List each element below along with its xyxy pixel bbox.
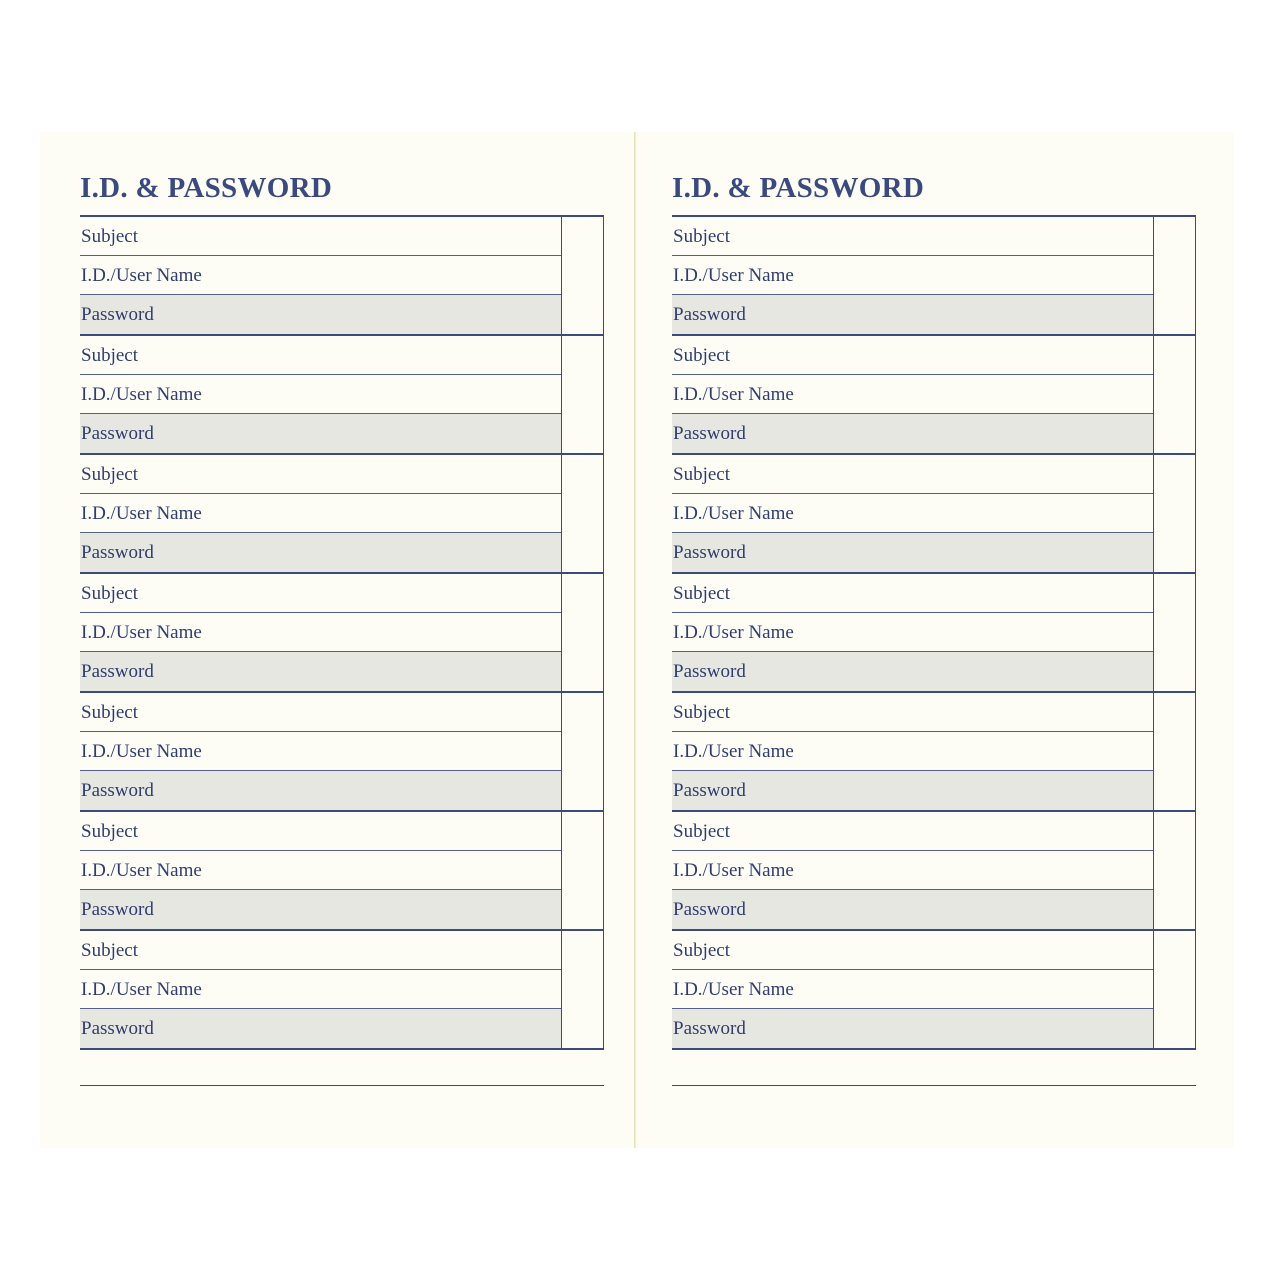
- username-label: I.D./User Name: [673, 622, 794, 643]
- password-entry: [80, 693, 604, 812]
- password-label: Password: [673, 780, 746, 801]
- password-field[interactable]: [80, 890, 561, 929]
- username-label: I.D./User Name: [81, 265, 202, 286]
- username-field[interactable]: [672, 613, 1153, 652]
- username-field[interactable]: [672, 732, 1153, 771]
- password-entry: [672, 812, 1196, 931]
- username-label: I.D./User Name: [81, 622, 202, 643]
- username-label: I.D./User Name: [673, 384, 794, 405]
- password-label: Password: [673, 304, 746, 325]
- username-label: I.D./User Name: [673, 979, 794, 1000]
- password-label: Password: [673, 661, 746, 682]
- subject-field[interactable]: [80, 217, 561, 256]
- entry-side-box[interactable]: [1153, 336, 1196, 453]
- username-label: I.D./User Name: [81, 979, 202, 1000]
- password-entry: [80, 336, 604, 455]
- entry-side-box[interactable]: [1153, 455, 1196, 572]
- entry-side-box[interactable]: [561, 574, 604, 691]
- entry-side-box[interactable]: [1153, 931, 1196, 1048]
- username-label: I.D./User Name: [81, 860, 202, 881]
- username-field[interactable]: [80, 375, 561, 414]
- username-field[interactable]: [672, 494, 1153, 533]
- username-field[interactable]: [672, 970, 1153, 1009]
- password-field[interactable]: [672, 771, 1153, 810]
- password-entry: [672, 455, 1196, 574]
- entry-side-box[interactable]: [561, 455, 604, 572]
- subject-field[interactable]: [80, 574, 561, 613]
- password-field[interactable]: [80, 652, 561, 691]
- page-title: I.D. & PASSWORD: [80, 172, 333, 204]
- subject-field[interactable]: [672, 693, 1153, 732]
- subject-label: Subject: [673, 821, 730, 842]
- subject-label: Subject: [673, 583, 730, 604]
- password-label: Password: [81, 423, 154, 444]
- page-title: I.D. & PASSWORD: [672, 172, 925, 204]
- username-field[interactable]: [80, 613, 561, 652]
- subject-field[interactable]: [672, 336, 1153, 375]
- entry-side-box[interactable]: [1153, 812, 1196, 929]
- password-label: Password: [81, 780, 154, 801]
- password-label: Password: [81, 899, 154, 920]
- entry-side-box[interactable]: [561, 217, 604, 334]
- password-field[interactable]: [672, 652, 1153, 691]
- entry-side-box[interactable]: [561, 931, 604, 1048]
- username-field[interactable]: [80, 256, 561, 295]
- subject-field[interactable]: [80, 812, 561, 851]
- subject-label: Subject: [81, 940, 138, 961]
- username-field[interactable]: [672, 851, 1153, 890]
- entry-side-box[interactable]: [1153, 693, 1196, 810]
- left-page: [40, 132, 636, 1148]
- username-label: I.D./User Name: [673, 503, 794, 524]
- password-label: Password: [673, 1018, 746, 1039]
- entry-side-box[interactable]: [561, 693, 604, 810]
- subject-label: Subject: [673, 226, 730, 247]
- password-label: Password: [81, 304, 154, 325]
- password-field[interactable]: [672, 533, 1153, 572]
- password-label: Password: [81, 661, 154, 682]
- subject-field[interactable]: [80, 336, 561, 375]
- username-label: I.D./User Name: [81, 503, 202, 524]
- subject-field[interactable]: [80, 931, 561, 970]
- notebook-spread: [40, 132, 1234, 1148]
- subject-label: Subject: [81, 345, 138, 366]
- password-entry: [80, 217, 604, 336]
- password-entry: [672, 574, 1196, 693]
- password-field[interactable]: [80, 533, 561, 572]
- subject-field[interactable]: [672, 455, 1153, 494]
- subject-label: Subject: [673, 940, 730, 961]
- password-field[interactable]: [80, 1009, 561, 1048]
- subject-field[interactable]: [672, 217, 1153, 256]
- password-entry: [80, 931, 604, 1050]
- subject-label: Subject: [81, 226, 138, 247]
- username-field[interactable]: [672, 375, 1153, 414]
- password-label: Password: [81, 1018, 154, 1039]
- password-field[interactable]: [672, 295, 1153, 334]
- password-label: Password: [673, 899, 746, 920]
- password-label: Password: [673, 542, 746, 563]
- subject-label: Subject: [673, 464, 730, 485]
- subject-label: Subject: [673, 345, 730, 366]
- bottom-rule: [672, 1085, 1196, 1086]
- password-entry: [672, 931, 1196, 1050]
- password-entry: [80, 574, 604, 693]
- password-field[interactable]: [672, 890, 1153, 929]
- password-field[interactable]: [80, 295, 561, 334]
- subject-label: Subject: [81, 583, 138, 604]
- username-label: I.D./User Name: [673, 741, 794, 762]
- username-field[interactable]: [80, 732, 561, 771]
- subject-field[interactable]: [672, 812, 1153, 851]
- subject-label: Subject: [81, 464, 138, 485]
- password-field[interactable]: [672, 1009, 1153, 1048]
- username-label: I.D./User Name: [673, 265, 794, 286]
- username-label: I.D./User Name: [673, 860, 794, 881]
- subject-label: Subject: [81, 702, 138, 723]
- entry-side-box[interactable]: [1153, 574, 1196, 691]
- username-label: I.D./User Name: [81, 741, 202, 762]
- password-entry: [80, 812, 604, 931]
- password-label: Password: [81, 542, 154, 563]
- entries-table: [672, 215, 1196, 1050]
- username-field[interactable]: [80, 851, 561, 890]
- password-label: Password: [673, 423, 746, 444]
- username-field[interactable]: [672, 256, 1153, 295]
- password-entry: [80, 455, 604, 574]
- bottom-rule: [80, 1085, 604, 1086]
- username-field[interactable]: [80, 970, 561, 1009]
- entry-side-box[interactable]: [561, 336, 604, 453]
- password-field[interactable]: [80, 414, 561, 453]
- subject-label: Subject: [673, 702, 730, 723]
- password-field[interactable]: [672, 414, 1153, 453]
- subject-field[interactable]: [672, 931, 1153, 970]
- subject-field[interactable]: [80, 455, 561, 494]
- username-label: I.D./User Name: [81, 384, 202, 405]
- password-entry: [672, 693, 1196, 812]
- username-field[interactable]: [80, 494, 561, 533]
- subject-field[interactable]: [80, 693, 561, 732]
- subject-field[interactable]: [672, 574, 1153, 613]
- entry-side-box[interactable]: [1153, 217, 1196, 334]
- password-entry: [672, 217, 1196, 336]
- right-page: [636, 132, 1232, 1148]
- subject-label: Subject: [81, 821, 138, 842]
- password-entry: [672, 336, 1196, 455]
- entries-table: [80, 215, 604, 1050]
- entry-side-box[interactable]: [561, 812, 604, 929]
- password-field[interactable]: [80, 771, 561, 810]
